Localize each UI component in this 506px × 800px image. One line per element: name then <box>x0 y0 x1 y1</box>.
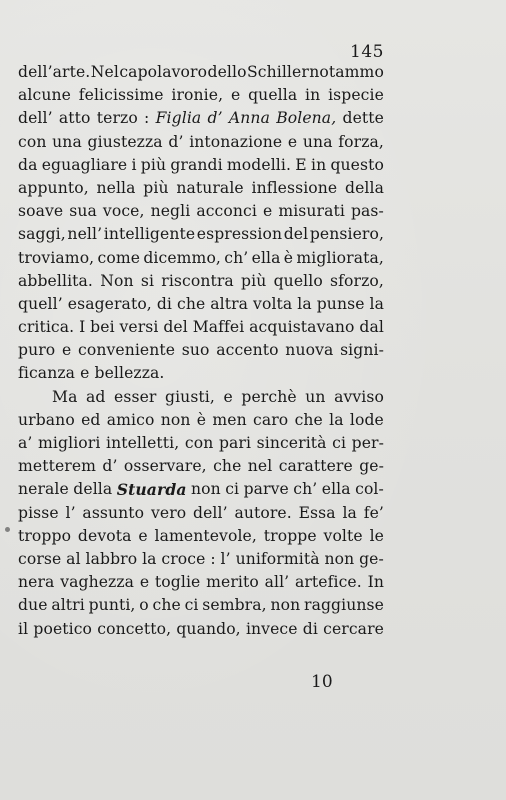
word: sforzo, <box>330 271 384 290</box>
word: conveniente <box>78 341 176 360</box>
word: quello <box>273 271 323 290</box>
word: abbellita. <box>18 271 93 290</box>
word: altri <box>51 596 85 615</box>
word: felicissime <box>78 86 164 105</box>
word: un <box>305 387 326 406</box>
word: quella <box>248 86 298 105</box>
word: si <box>140 271 155 290</box>
word: Maffei <box>192 318 245 337</box>
word: acquistavano <box>249 318 355 337</box>
word: autore. <box>234 503 292 522</box>
word: invece <box>245 619 298 638</box>
text-line <box>18 223 384 246</box>
signature-mark: 10 <box>311 672 333 692</box>
word: o <box>139 596 149 615</box>
word: ci <box>184 596 199 615</box>
word: del <box>163 318 188 337</box>
word: fe’ <box>363 503 384 522</box>
word: toglie <box>154 573 201 592</box>
word: urbano <box>18 410 75 429</box>
word: quando, <box>176 619 241 638</box>
word: dell’ <box>18 109 53 128</box>
word: non <box>190 480 221 499</box>
text-line <box>18 293 384 316</box>
word: misurati <box>278 202 345 221</box>
word: esagerato, <box>67 294 152 313</box>
word: con <box>184 434 214 452</box>
word: eguagliare <box>41 155 128 174</box>
word: merito <box>206 573 259 592</box>
word: poetico <box>33 619 93 638</box>
word: : <box>144 109 150 128</box>
word: lamentevole, <box>154 526 257 545</box>
word: osservare, <box>123 457 207 476</box>
word: nel <box>247 457 273 476</box>
word: atto <box>58 109 91 128</box>
word: che <box>176 294 206 313</box>
word: la <box>342 503 357 522</box>
word: non <box>270 596 301 615</box>
word: ge- <box>359 549 384 568</box>
word: due <box>18 596 48 615</box>
word: migliori <box>38 434 101 452</box>
word: dette <box>342 109 384 128</box>
word: acconci <box>196 202 257 221</box>
word: punti, <box>88 596 136 615</box>
word: versi <box>119 318 159 337</box>
word: raggiunse <box>304 596 384 615</box>
word: da <box>18 155 38 174</box>
word: vaghezza <box>60 573 135 592</box>
word: e <box>230 86 241 105</box>
word: all’ <box>264 573 290 592</box>
word: intelligente <box>103 225 196 244</box>
word: naturale <box>176 178 244 197</box>
word: altra <box>210 294 249 313</box>
text-line <box>18 61 384 84</box>
word: le <box>369 526 384 545</box>
word: sembra, <box>202 596 267 615</box>
word: ci <box>225 480 240 499</box>
word: capolavoro <box>119 63 208 81</box>
text-line <box>18 270 384 293</box>
text-line <box>18 455 384 478</box>
text-line <box>18 525 384 548</box>
text-line <box>18 339 384 362</box>
word: pari <box>218 434 252 452</box>
word: al <box>66 549 81 568</box>
word: notammo <box>309 63 384 81</box>
word: la <box>329 410 344 429</box>
word: metterem <box>18 457 97 476</box>
word: sincerità <box>256 434 327 452</box>
italic-word: Anna <box>228 109 270 128</box>
word: cercare <box>323 619 384 638</box>
word: una <box>302 132 333 151</box>
word: ge- <box>359 457 384 476</box>
text-line <box>18 548 384 571</box>
word: della <box>73 480 113 499</box>
word: col- <box>355 480 384 499</box>
word: espression <box>196 225 283 244</box>
word: appunto, <box>18 178 89 197</box>
word: che <box>294 410 323 429</box>
ink-speck <box>5 527 10 532</box>
word: come <box>97 248 141 267</box>
word: E <box>295 155 307 174</box>
word: ella <box>251 248 281 267</box>
text-line <box>18 618 384 641</box>
text-line <box>18 386 384 409</box>
word: modelli. <box>226 155 292 174</box>
word: pensiero, <box>309 225 384 244</box>
text-line <box>18 432 384 455</box>
word: Schiller <box>246 63 309 81</box>
word: vero <box>150 503 187 522</box>
word: dell’ <box>193 503 228 522</box>
word: l’ <box>65 503 76 522</box>
word: caro <box>253 410 289 429</box>
italic-word: Figlia <box>155 109 202 128</box>
word: labbro <box>85 549 138 568</box>
word: croce <box>161 549 206 568</box>
word: troviamo, <box>18 248 95 267</box>
word: lode <box>349 410 384 429</box>
word: più <box>241 271 267 290</box>
line-text: ficanza e bellezza. <box>18 364 165 383</box>
word: ch’ <box>224 248 249 267</box>
word: Non <box>100 271 134 290</box>
word: nella <box>96 178 136 197</box>
word: saggi, <box>18 225 66 244</box>
word: questo <box>330 155 384 174</box>
text-line <box>18 131 384 154</box>
word: intelletti, <box>106 434 180 452</box>
word: voce, <box>102 202 145 221</box>
word: carattere <box>278 457 353 476</box>
text-line <box>18 478 384 501</box>
word: grandi <box>170 155 223 174</box>
word: inflessione <box>251 178 338 197</box>
word: giusti, <box>165 387 215 406</box>
word: bei <box>90 318 115 337</box>
word: di <box>302 619 318 638</box>
text-line <box>18 84 384 107</box>
text-line <box>18 362 384 385</box>
word: intonazione <box>189 132 283 151</box>
italic-word: d’ <box>207 109 223 128</box>
word: men <box>212 410 247 429</box>
word: signi- <box>340 341 384 360</box>
text-line <box>18 177 384 200</box>
text-line <box>18 107 384 130</box>
word: forza, <box>338 132 384 151</box>
word: : <box>210 549 216 568</box>
word: è <box>283 248 294 267</box>
word: amico <box>106 410 155 429</box>
word: è <box>196 410 207 429</box>
word: che <box>213 457 242 476</box>
word: dal <box>359 318 384 337</box>
word: perchè <box>241 387 297 406</box>
text-line <box>18 247 384 270</box>
word: non <box>160 410 191 429</box>
word: e <box>139 573 150 592</box>
word: più <box>143 178 169 197</box>
word: nuova <box>285 341 334 360</box>
word: I <box>79 318 86 337</box>
word: non <box>324 549 355 568</box>
word: in <box>310 155 327 174</box>
word: e <box>262 202 273 221</box>
word: giustezza <box>87 132 163 151</box>
word: uniformità <box>235 549 320 568</box>
italic-word: Bolena, <box>276 109 337 128</box>
word: con <box>18 132 47 151</box>
word: di <box>156 294 173 313</box>
word: punse <box>316 294 365 313</box>
word: la <box>297 294 312 313</box>
word: assunto <box>82 503 145 522</box>
text-line <box>18 154 384 177</box>
word: Ma <box>52 387 78 406</box>
word: terzo <box>96 109 138 128</box>
word: parve <box>243 480 289 499</box>
text-line <box>18 409 384 432</box>
word: ed <box>81 410 101 429</box>
word: della <box>345 178 384 197</box>
word: a’ <box>18 434 33 452</box>
word: in <box>305 86 321 105</box>
word: per- <box>351 434 384 452</box>
text-line <box>18 571 384 594</box>
word: i <box>131 155 137 174</box>
word: suo <box>181 341 210 360</box>
word: ispecie <box>328 86 384 105</box>
text-line <box>18 502 384 525</box>
italic-word: Stuarda <box>116 480 187 500</box>
word: pisse <box>18 503 59 522</box>
word: accento <box>216 341 279 360</box>
word: e <box>138 526 148 545</box>
word: dell’arte. <box>18 63 91 81</box>
word: ci <box>332 434 347 452</box>
word: critica. <box>18 318 75 337</box>
word: alcune <box>18 86 71 105</box>
word: nell’ <box>67 225 103 244</box>
word: che <box>152 596 181 615</box>
word: ch’ <box>293 480 318 499</box>
word: nera <box>18 573 55 592</box>
word: corse <box>18 549 62 568</box>
word: l’ <box>220 549 231 568</box>
word: il <box>18 619 29 638</box>
word: d’ <box>102 457 118 476</box>
word: sua <box>69 202 97 221</box>
word: Essa <box>298 503 336 522</box>
word: negli <box>150 202 191 221</box>
word: nerale <box>18 480 69 499</box>
word: In <box>367 573 384 592</box>
word: riscontra <box>161 271 234 290</box>
word: migliorata, <box>296 248 384 267</box>
word: avviso <box>334 387 384 406</box>
word: più <box>140 155 167 174</box>
word: volte <box>323 526 363 545</box>
page-number: 145 <box>350 42 384 62</box>
word: esser <box>114 387 157 406</box>
word: dello <box>207 63 247 81</box>
word: ironie, <box>171 86 224 105</box>
word: e <box>223 387 233 406</box>
word: dicemmo, <box>143 248 221 267</box>
word: soave <box>18 202 64 221</box>
word: Nel <box>90 63 119 81</box>
word: pas- <box>350 202 384 221</box>
word: volta <box>253 294 293 313</box>
word: ella <box>321 480 351 499</box>
word: concetto, <box>97 619 172 638</box>
word: e <box>61 341 72 360</box>
word: devota <box>77 526 132 545</box>
word: puro <box>18 341 56 360</box>
word: la <box>369 294 384 313</box>
word: e <box>287 132 298 151</box>
word: troppe <box>263 526 317 545</box>
word: artefice. <box>294 573 362 592</box>
word: del <box>283 225 309 244</box>
text-line <box>18 200 384 223</box>
word: troppo <box>18 526 72 545</box>
body-text <box>18 61 384 641</box>
word: d’ <box>168 132 184 151</box>
word: ad <box>86 387 106 406</box>
text-line <box>18 594 384 617</box>
text-line <box>18 316 384 339</box>
word: una <box>52 132 82 151</box>
word: quell’ <box>18 294 63 313</box>
word: la <box>142 549 157 568</box>
